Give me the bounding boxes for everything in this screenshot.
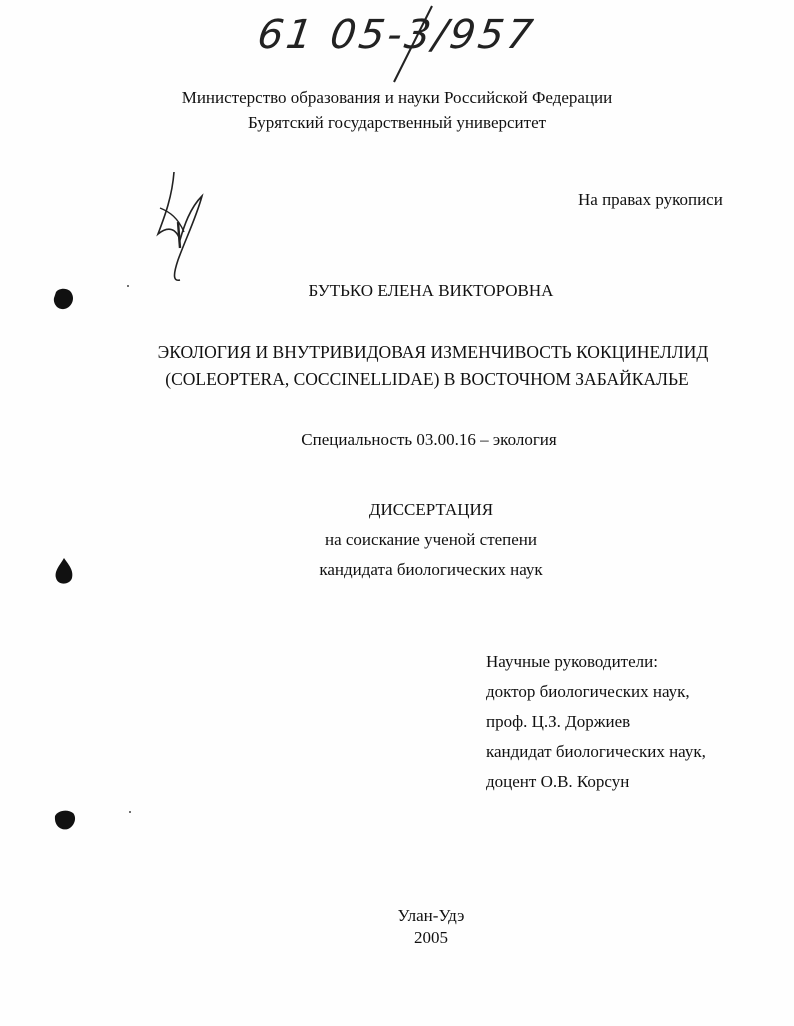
author-name: БУТЬКО ЕЛЕНА ВИКТОРОВНА xyxy=(308,281,554,300)
speck-mark xyxy=(126,284,130,288)
binding-hole-mark-3 xyxy=(52,808,78,832)
speck-mark xyxy=(128,810,132,814)
degree-line-2: кандидата биологических наук xyxy=(319,560,543,579)
binding-hole-mark-2 xyxy=(52,556,76,588)
author-signature xyxy=(150,168,212,286)
archive-number: 61 05-3/957 xyxy=(254,12,539,58)
manuscript-note: На правах рукописи xyxy=(578,190,723,209)
supervisor-line: проф. Ц.З. Доржиев xyxy=(486,712,631,731)
binding-hole-mark-1 xyxy=(52,286,76,312)
supervisor-line: кандидат биологических наук, xyxy=(486,742,706,761)
supervisor-line: доктор биологических наук, xyxy=(486,682,690,701)
year-line: 2005 xyxy=(414,928,448,947)
city-line: Улан-Удэ xyxy=(397,906,465,925)
title-line-2: (COLEOPTERA, COCCINELLIDAE) В ВОСТОЧНОМ ЗАБАЙКАЛЬЕ xyxy=(165,369,689,389)
title-line-1: ЭКОЛОГИЯ И ВНУТРИВИДОВАЯ ИЗМЕНЧИВОСТЬ КОКЦИНЕЛЛИД xyxy=(157,342,709,362)
supervisor-line: доцент О.В. Корсун xyxy=(486,772,630,791)
archive-slash-stroke xyxy=(380,0,440,90)
ministry-line: Министерство образования и науки Российской Федерации xyxy=(181,88,613,107)
university-line: Бурятский государственный университет xyxy=(247,113,547,132)
specialty-line: Специальность 03.00.16 – экология xyxy=(301,430,557,449)
supervisors-heading: Научные руководители: xyxy=(486,652,658,671)
degree-heading: ДИССЕРТАЦИЯ xyxy=(368,500,494,519)
degree-line-1: на соискание ученой степени xyxy=(324,530,538,549)
